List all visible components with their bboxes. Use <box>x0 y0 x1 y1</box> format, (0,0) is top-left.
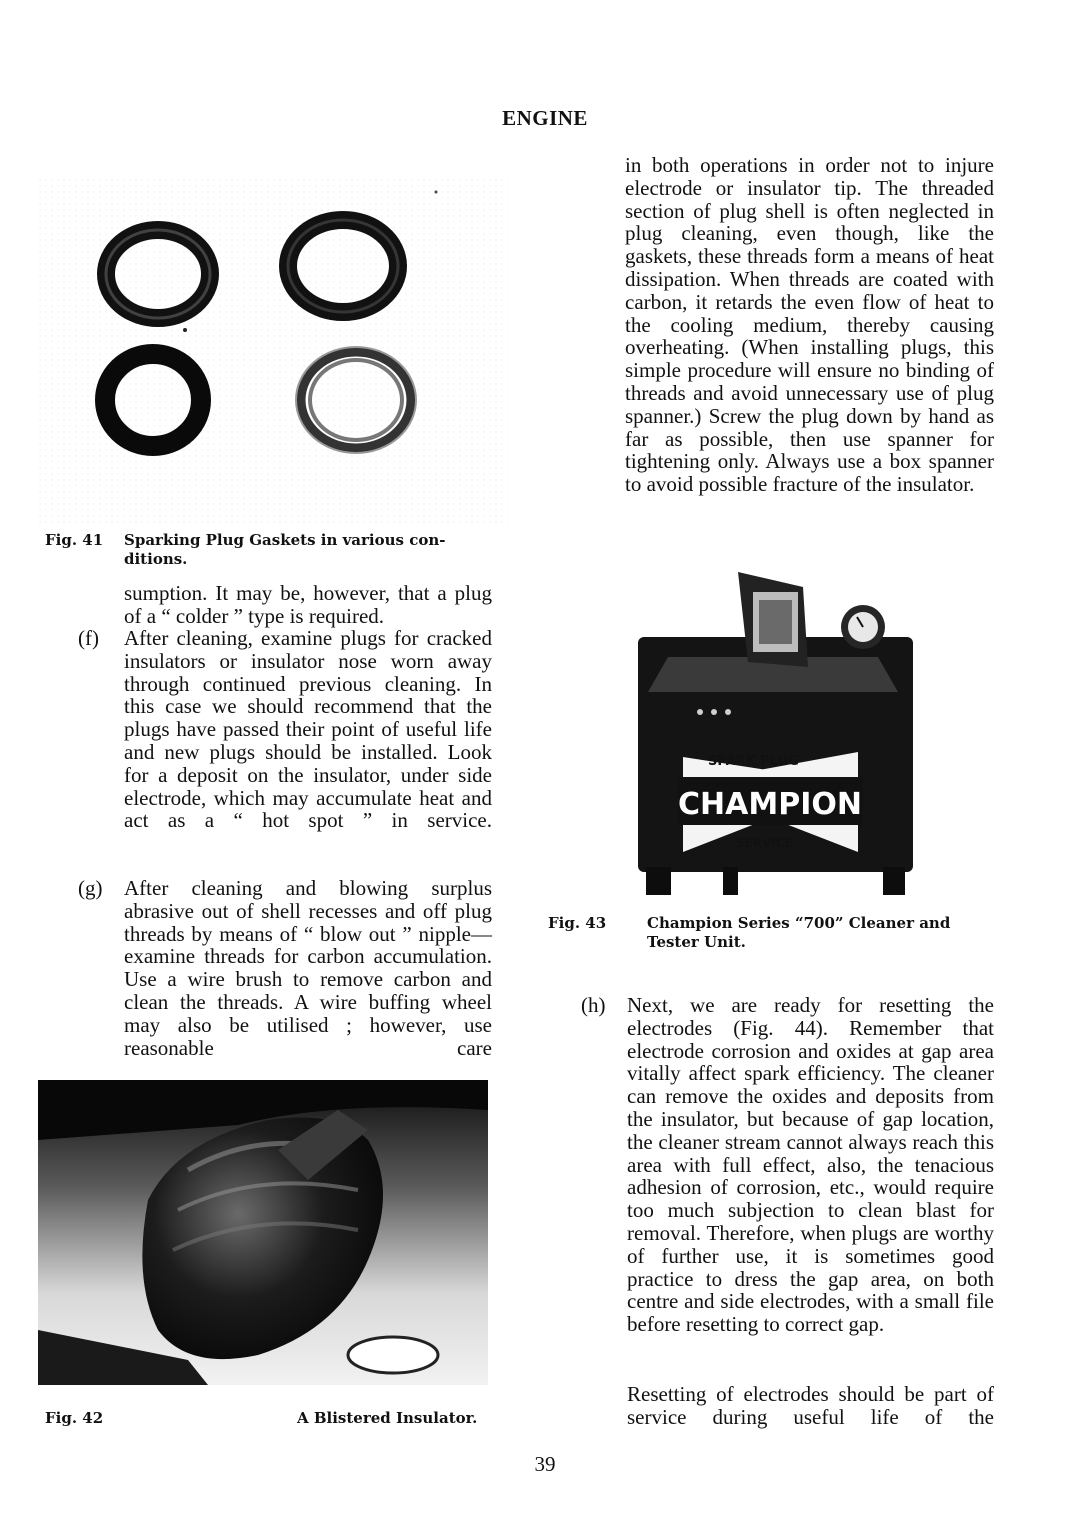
list-marker-g: (g) <box>78 876 103 900</box>
right-continuation-paragraph: Resetting of electrodes should be part of service during useful life of the <box>627 1382 994 1429</box>
page-number: 39 <box>534 1452 556 1476</box>
fig43-photo <box>628 562 923 897</box>
list-item-f-text: After cleaning, examine plugs for cracked insulators or insulator nose worn away through continued previous cleaning. In this case we should recommend that the plugs have passed their point of useful life and new plugs should be installed. Look for a deposit on the insulator, under side electrode, which may accumulate heat and act as a “ hot spot ” in service. <box>124 626 492 833</box>
list-item-h-text: Next, we are ready for resetting the electrodes (Fig. 44). Remember that electrode corrosion and oxides at gap area vitally affect spark efficiency. The cleaner can remove the oxides and deposits from the insulator, but because of gap location, the cleaner stream cannot always reach this area with full effect, also, the tenacious adhesion of corrosion, etc., would require too much subjection to clean blast for removal. Therefore, when plugs are worthy of further use, it is sometimes good practice to dress the gap area, on both centre and side electrodes, with a small file before resetting to correct gap. <box>627 993 994 1337</box>
list-marker-h: (h) <box>581 993 606 1017</box>
right-top-paragraph: in both operations in order not to injure electrode or insulator tip. The threaded section of plug shell is often neglected in plug cleaning, even though, like the gaskets, these threads form a means of heat dissipation. When threads are coated with carbon, it retards the even flow of heat to the cooling medium, thereby causing overheating. (When installing plugs, this simple procedure will ensure no binding of threads and avoid unnecessary use of plug spanner.) Screw the plug down by hand as far as possible, then use spanner for tightening only. Always use a box spanner to avoid possible fracture of the insulator. <box>625 153 994 497</box>
fig41-label: Fig. 41 <box>45 531 104 549</box>
fig43-caption: Champion Series “700” Cleaner and Tester Unit. <box>647 914 951 951</box>
sign-top-text: SPARK PLUG <box>708 754 799 769</box>
sign-bottom-text: SERVICE <box>736 836 793 850</box>
fig43-label: Fig. 43 <box>548 914 607 932</box>
page-header: ENGINE <box>502 106 588 130</box>
fig42-caption: A Blistered Insulator. <box>297 1409 478 1427</box>
fig41-photo <box>38 178 508 523</box>
fig42-photo <box>38 1080 488 1385</box>
left-intro-paragraph: sumption. It may be, however, that a plug of a “ colder ” type is required. <box>124 581 492 628</box>
sign-brand-text: CHAMPION <box>678 787 862 822</box>
fig42-label: Fig. 42 <box>45 1409 104 1427</box>
fig41-caption: Sparking Plug Gaskets in various con- ditions. <box>124 531 446 568</box>
list-item-g-text: After cleaning and blowing surplus abrasive out of shell recesses and off plug threads by means of “ blow out ” nipple—examine threads for carbon accumulation. Use a wire brush to remove carbon and clean the threads. A wire buffing wheel may also be utilised ; however, use reasonable care <box>124 876 492 1060</box>
list-marker-f: (f) <box>78 626 99 650</box>
